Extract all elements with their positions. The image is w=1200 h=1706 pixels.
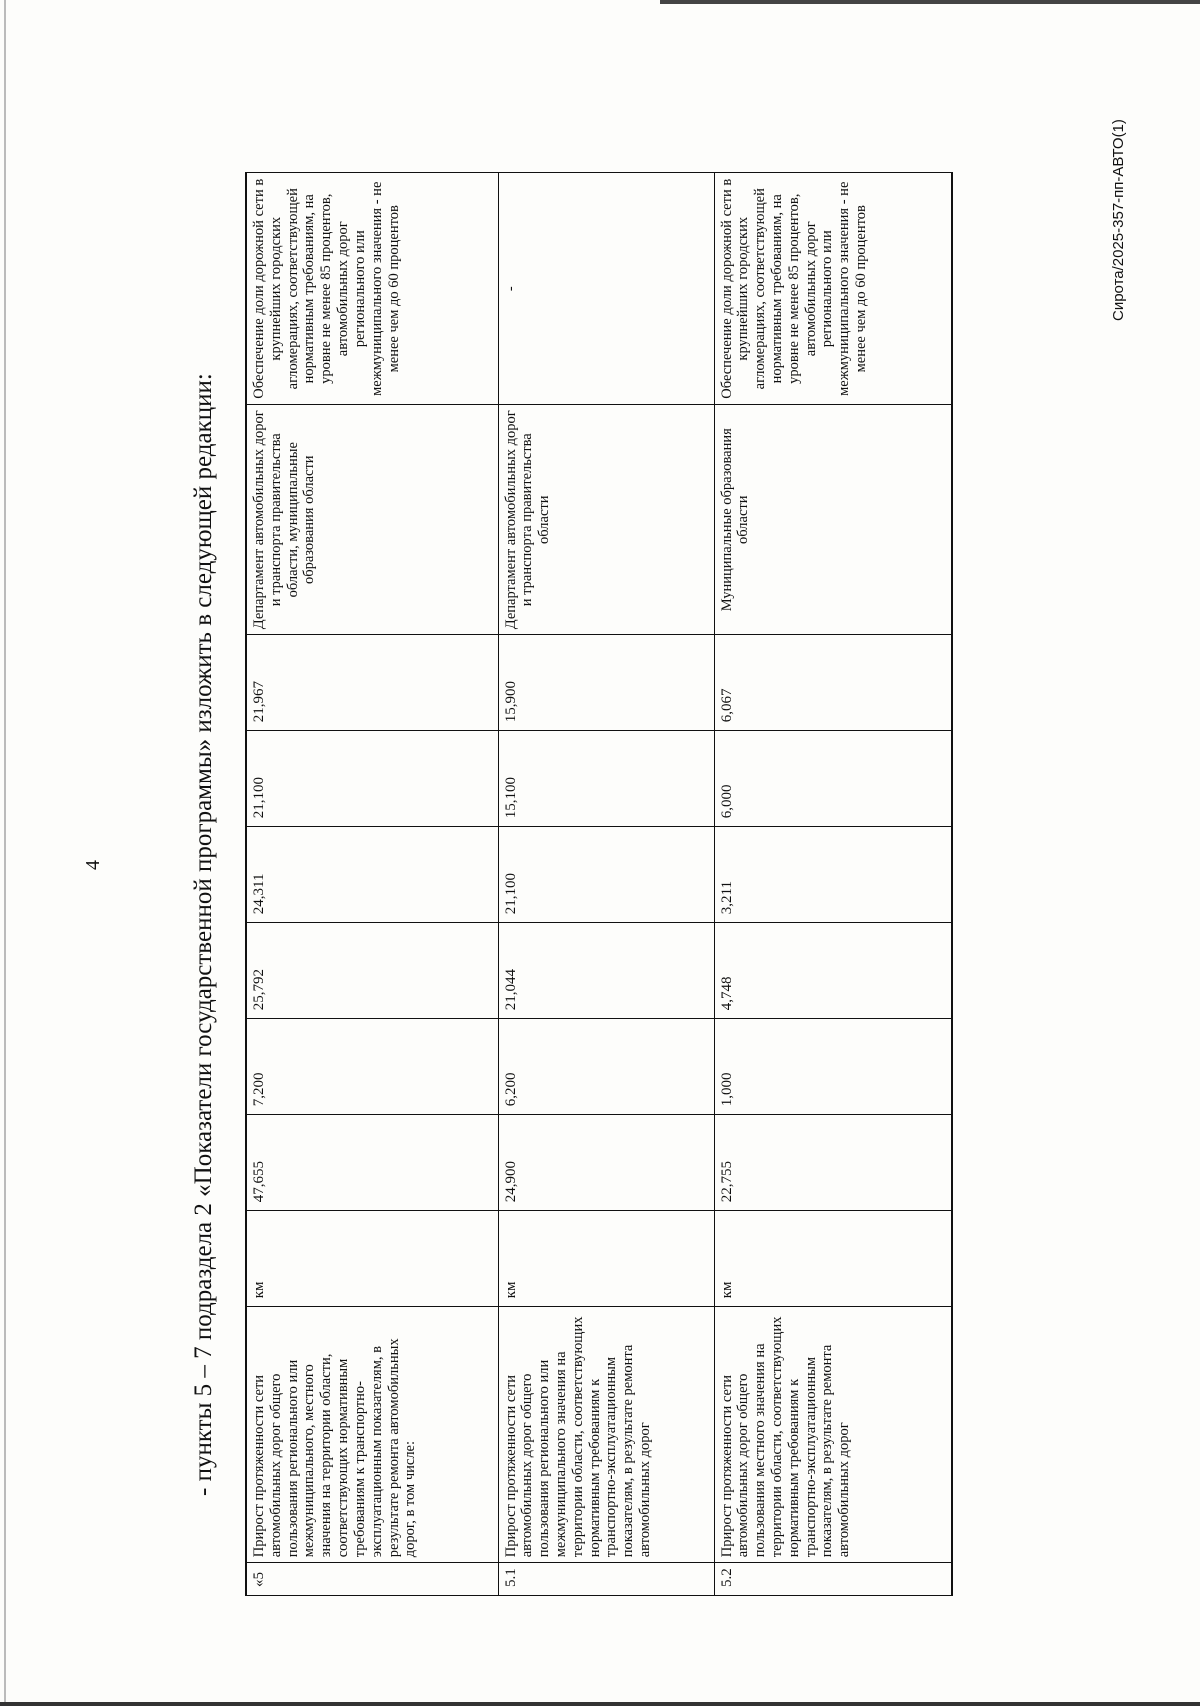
indicator-name: Прирост протяженности сети автомобильных дорог общего пользования регионального или межмуниципального значения на территории области, соответствующих нормативным требованиям к транспортно-эксплуатационным показателям, в результате ремонта автомобильных дорог <box>498 1307 714 1563</box>
value-cell: 1,000 <box>714 1019 952 1115</box>
goal: Обеспечение доли дорожной сети в крупнейших городских агломерациях, соответствующей нормативным требованиям, на уровне не менее 85 процентов, автомобильных дорог регионального или межмуниципального значения - не менее чем до 60 процентов <box>246 173 498 405</box>
indicator-name: Прирост протяженности сети автомобильных дорог общего пользования местного значения на территории области, соответствующих нормативным требованиям к транспортно-эксплуатационным показателям, в результате ремонта автомобильных дорог <box>714 1307 952 1563</box>
value-cell: 22,755 <box>714 1115 952 1211</box>
indicators-table <box>245 172 953 1596</box>
value-cell: 21,100 <box>498 827 714 923</box>
value-cell: 6,000 <box>714 731 952 827</box>
value-cell: 21,044 <box>498 923 714 1019</box>
value-cell: 3,211 <box>714 827 952 923</box>
executor: Муниципальные образования области <box>714 405 952 635</box>
table-row <box>246 173 498 1596</box>
row-number: «5 <box>246 1563 498 1596</box>
value-cell: 6,200 <box>498 1019 714 1115</box>
section-heading: - пункты 5 – 7 подраздела 2 «Показатели государственной программы» изложить в следующей редакции: <box>190 373 217 1496</box>
table-row <box>714 173 952 1596</box>
executor: Департамент автомобильных дорог и транспорта правительства области <box>498 405 714 635</box>
executor: Департамент автомобильных дорог и транспорта правительства области, муниципальные образования области <box>246 405 498 635</box>
value-cell: 6,067 <box>714 635 952 731</box>
value-cell: 4,748 <box>714 923 952 1019</box>
value-cell: 21,967 <box>246 635 498 731</box>
row-number: 5.2 <box>714 1563 952 1596</box>
goal: Обеспечение доли дорожной сети в крупнейших городских агломерациях, соответствующей нормативным требованиям, на уровне не менее 85 процентов, автомобильных дорог регионального или межмуниципального значения - не менее чем до 60 процентов <box>714 173 952 405</box>
unit: км <box>714 1211 952 1307</box>
value-cell: 25,792 <box>246 923 498 1019</box>
document-code: Сирота/2025-357-пп-АВТО(1) <box>1110 119 1127 321</box>
value-cell: 47,655 <box>246 1115 498 1211</box>
table-row <box>498 173 714 1596</box>
row-number: 5.1 <box>498 1563 714 1596</box>
value-cell: 21,100 <box>246 731 498 827</box>
unit: км <box>498 1211 714 1307</box>
page-number: 4 <box>82 860 104 870</box>
value-cell: 15,900 <box>498 635 714 731</box>
goal: - <box>498 173 714 405</box>
value-cell: 24,900 <box>498 1115 714 1211</box>
value-cell: 24,311 <box>246 827 498 923</box>
unit: км <box>246 1211 498 1307</box>
indicator-name: Прирост протяженности сети автомобильных дорог общего пользования регионального или межмуниципального, местного значения на территории области, соответствующих нормативным требованиям к транспортно-эксплуатационным показателям, в результате ремонта автомобильных дорог, в том числе: <box>246 1307 498 1563</box>
value-cell: 7,200 <box>246 1019 498 1115</box>
value-cell: 15,100 <box>498 731 714 827</box>
